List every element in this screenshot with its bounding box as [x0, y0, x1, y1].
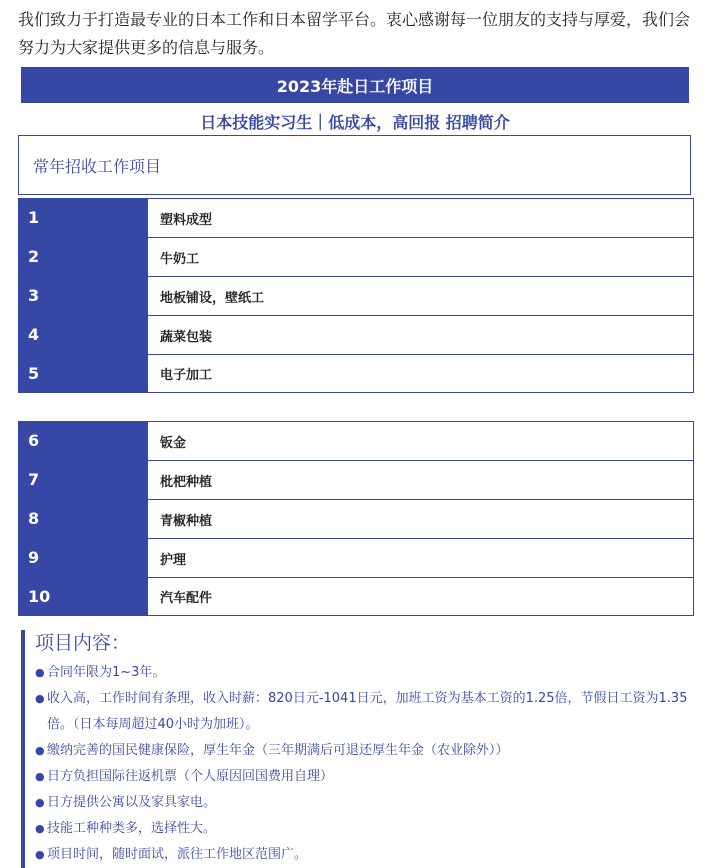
table-row: [18, 460, 694, 499]
row-number: 7: [18, 460, 148, 499]
content-title: 项目内容：: [35, 632, 131, 654]
list-item: [35, 764, 697, 790]
bullet-icon: ●: [35, 744, 45, 757]
job-name: 电子加工: [148, 354, 694, 393]
job-table-1: [18, 198, 694, 393]
list-item-text: 日方提供公寓以及家具家电。: [47, 795, 217, 810]
list-item: [35, 790, 697, 816]
project-content: [21, 630, 697, 868]
section-heading-label: 常年招收工作项目: [33, 156, 162, 176]
list-item-text: 日方负担国际往返机票（个人原因回国费用自理）: [47, 769, 334, 784]
job-name: 青椒种植: [148, 499, 694, 538]
job-table-2: [18, 421, 694, 616]
row-number: 5: [18, 354, 148, 393]
job-name: 护理: [148, 538, 694, 577]
row-number: 2: [18, 237, 148, 276]
row-number: 8: [18, 499, 148, 538]
row-number: 6: [18, 421, 148, 460]
table-row: [18, 276, 694, 315]
list-item-text: 项目时间，随时面试，派往工作地区范围广。: [47, 847, 308, 862]
job-name: 枇杷种植: [148, 460, 694, 499]
subtitle: 日本技能实习生｜低成本，高回报 招聘简介: [200, 113, 510, 132]
list-item-text: 技能工种种类多，选择性大。: [47, 821, 217, 836]
job-name: 塑料成型: [148, 198, 694, 237]
list-item: [35, 816, 697, 842]
list-item-text: 缴纳完善的国民健康保险，厚生年金（三年期满后可退还厚生年金（农业除外））: [47, 743, 509, 758]
row-number: 10: [18, 577, 148, 616]
bullet-icon: ●: [35, 666, 45, 679]
row-number: 4: [18, 315, 148, 354]
table-row: [18, 538, 694, 577]
list-item-text: 收入高，工作时间有条理，收入时薪：820日元-1041日元，加班工资为基本工资的1.25倍，节假日工资为1.35倍。（日本每周超过40小时为加班）。: [47, 691, 688, 732]
bullet-icon: ●: [35, 822, 45, 835]
table-row: [18, 577, 694, 616]
list-item: [35, 660, 697, 686]
list-item-text: 合同年限为1~3年。: [47, 665, 166, 680]
bullet-icon: ●: [35, 848, 45, 861]
job-name: 地板铺设，壁纸工: [148, 276, 694, 315]
row-number: 9: [18, 538, 148, 577]
list-item: [35, 686, 697, 738]
bullet-icon: ●: [35, 770, 45, 783]
table-row: [18, 499, 694, 538]
bullet-icon: ●: [35, 692, 45, 705]
job-name: 钣金: [148, 421, 694, 460]
intro-paragraph: 我们致力于打造最专业的日本工作和日本留学平台。衷心感谢每一位朋友的支持与厚爱，我们会努力为大家提供更多的信息与服务。: [18, 10, 691, 57]
table-row: [18, 315, 694, 354]
table-row: [18, 421, 694, 460]
job-name: 蔬菜包装: [148, 315, 694, 354]
banner-title: 2023年赴日工作项目: [21, 67, 689, 103]
row-number: 1: [18, 198, 148, 237]
section-heading: [18, 135, 691, 195]
job-name: 牛奶工: [148, 237, 694, 276]
table-row: [18, 237, 694, 276]
table-row: [18, 198, 694, 237]
job-name: 汽车配件: [148, 577, 694, 616]
row-number: 3: [18, 276, 148, 315]
bullet-icon: ●: [35, 796, 45, 809]
table-row: [18, 354, 694, 393]
list-item: [35, 842, 697, 868]
list-item: [35, 738, 697, 764]
